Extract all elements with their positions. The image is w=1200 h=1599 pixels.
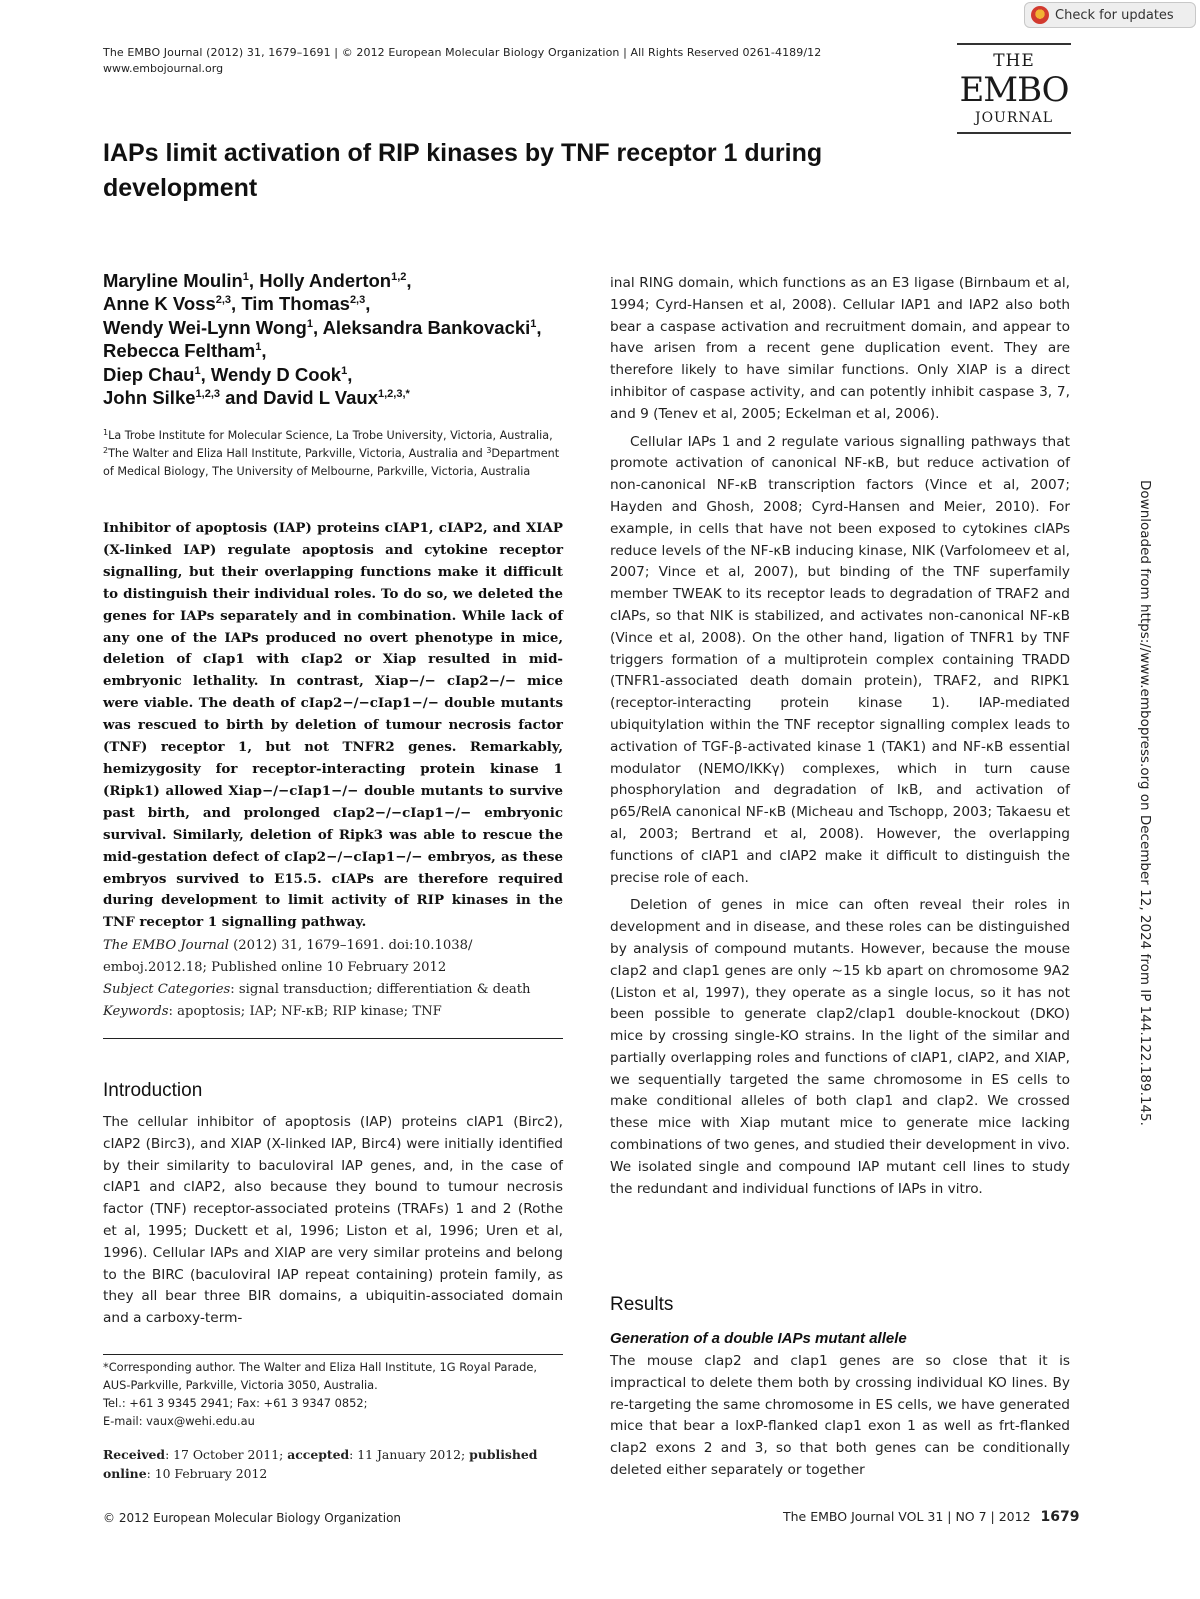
author-separator: , bbox=[312, 316, 323, 338]
received-date: : 17 October 2011; bbox=[165, 1447, 288, 1462]
body-paragraph: inal RING domain, which functions as an E3 ligase (Birnbaum et al, 1994; Cyrd-Hansen et al, 2008). Cellular IAP1 and IAP2 also both bear a caspase activation and recruitment domain, and appear to have arisen from a recent gene duplication event. They are therefore likely to have similar functions. Only XIAP is a direct inhibitor of caspase activity, and can potently inhibit caspase 3, 7, and 9 (Tenev et al, 2005; Eckelman et al, 2006). bbox=[610, 275, 1070, 422]
logo-embo: EMBO bbox=[959, 70, 1069, 110]
footer-volume: The EMBO Journal VOL 31 | NO 7 | 2012 bbox=[783, 1509, 1031, 1524]
corresponding-author: *Corresponding author. The Walter and Eliza Hall Institute, 1G Royal Parade, AUS-Parkville, Parkville, Victoria 3050, Australia. bbox=[103, 1360, 537, 1392]
affiliation-sup: 2 bbox=[103, 446, 109, 455]
author: Wendy D Cook bbox=[210, 363, 342, 385]
embo-journal-logo bbox=[957, 43, 1071, 137]
affiliations bbox=[103, 427, 563, 481]
author-affiliation-sup: 1 bbox=[341, 364, 348, 377]
subject-categories: : signal transduction; differentiation & death bbox=[230, 982, 531, 997]
author-list bbox=[103, 269, 573, 409]
author-affiliation-sup: 2,3 bbox=[349, 294, 366, 307]
published-date: : 10 February 2012 bbox=[146, 1466, 268, 1481]
author-separator: , bbox=[536, 316, 542, 338]
author: David L Vaux bbox=[263, 387, 378, 409]
check-for-updates-label: Check for updates bbox=[1055, 7, 1174, 23]
author-separator: , bbox=[261, 340, 267, 362]
keywords: : apoptosis; IAP; NF-κB; RIP kinase; TNF bbox=[168, 1004, 442, 1019]
author: John Silke bbox=[103, 387, 196, 409]
page-number: 1679 bbox=[1040, 1509, 1080, 1525]
footer-journal-info bbox=[783, 1509, 1080, 1525]
affiliation-2: The Walter and Eliza Hall Institute, Parkville, Victoria, Australia and bbox=[108, 447, 487, 460]
author-affiliation-sup: 1 bbox=[194, 364, 201, 377]
results-text bbox=[610, 1351, 1070, 1482]
published-label: published online bbox=[103, 1447, 538, 1481]
introduction-heading: Introduction bbox=[103, 1080, 203, 1101]
abstract-divider bbox=[103, 1038, 563, 1039]
author-separator: , bbox=[365, 293, 371, 315]
subject-categories-label: Subject Categories bbox=[103, 982, 231, 997]
author-separator: , bbox=[200, 363, 211, 385]
author-affiliation-sup: 1 bbox=[306, 317, 313, 330]
affiliation-sup: 3 bbox=[486, 446, 492, 455]
journal-citation-header: The EMBO Journal (2012) 31, 1679–1691 | © 2012 European Molecular Biology Organization | All Rights Reserved 0261-4189/12 bbox=[103, 46, 822, 59]
author-affiliation-sup: 2,3 bbox=[215, 294, 232, 307]
author-separator: and bbox=[220, 387, 264, 409]
author: Holly Anderton bbox=[259, 270, 392, 291]
crossmark-icon bbox=[1031, 6, 1049, 24]
author-affiliation-sup: 1,2,3 bbox=[195, 388, 220, 401]
introduction-paragraph: The cellular inhibitor of apoptosis (IAP) proteins cIAP1 (Birc2), cIAP2 (Birc3), and XIAP (X-linked IAP, Birc4) were initially identified by their similarity to baculoviral IAP genes, and, in the case of cIAP1 and cIAP2, also because they bound to tumour necrosis factor (TNF) receptor-associated proteins (TRAFs) 1 and 2 (Rothe et al, 1995; Duckett et al, 1996; Liston et al, 1996; Uren et al, 1996). Cellular IAPs and XIAP are very similar proteins and belong to the BIRC (baculoviral IAP repeat containing) protein family, as they all bear three BIR domains, a ubiquitin-associated domain and a carboxy-term- bbox=[103, 1114, 563, 1327]
author: Tim Thomas bbox=[241, 293, 350, 315]
body-paragraph: Deletion of genes in mice can often reveal their roles in development and in disease, and these roles can be distinguished by analysis of compound mutants. However, because the mouse cIap2 and cIap1 genes are only ∼15 kb apart on chromosome 9A2 (Liston et al, 1997), they operate as a single locus, so it has not been possible to generate cIap2/cIap1 double-knockout (DKO) mice by crossing single-KO strains. In the light of the similar and partially overlapping roles and functions of cIAP1, cIAP2, and XIAP, we sequentially targeted the same chromosome in ES cells to make conditional alleles of both cIap1 and cIap2. We crossed these mice with Xiap mutant mice to generate mice lacking combinations of two genes, and studied their development in vivo. We isolated single and compound IAP mutant cell lines to study the redundant and individual functions of IAPs in vitro. bbox=[610, 897, 1070, 1197]
author-affiliation-sup: 1 bbox=[255, 341, 262, 354]
author: Maryline Moulin bbox=[103, 270, 243, 291]
author-separator: , bbox=[347, 363, 353, 385]
author: Wendy Wei-Lynn Wong bbox=[103, 316, 307, 338]
affiliation-1: La Trobe Institute for Molecular Science, La Trobe University, Victoria, Australia, bbox=[108, 429, 553, 442]
journal-url[interactable]: www.embojournal.org bbox=[103, 62, 224, 75]
check-for-updates-button[interactable] bbox=[1024, 2, 1196, 28]
author-separator: , bbox=[248, 270, 260, 291]
download-watermark: Downloaded from https://www.embopress.org on December 12, 2024 from IP 144.122.189.145. bbox=[1137, 480, 1153, 1126]
right-column-text bbox=[610, 273, 1070, 1200]
author: Rebecca Feltham bbox=[103, 340, 256, 362]
author-affiliation-sup: 1 bbox=[530, 317, 537, 330]
results-heading: Results bbox=[610, 1294, 674, 1315]
introduction-text bbox=[103, 1112, 563, 1330]
journal-label: The EMBO Journal bbox=[103, 938, 229, 953]
abstract-metadata bbox=[103, 935, 563, 1023]
author: Anne K Voss bbox=[103, 293, 216, 315]
article-title: IAPs limit activation of RIP kinases by TNF receptor 1 during development bbox=[103, 139, 823, 202]
citation-doi: (2012) 31, 1679–1691. doi:10.1038/ emboj.2012.18; Published online 10 February 2012 bbox=[103, 938, 473, 975]
abstract: Inhibitor of apoptosis (IAP) proteins cIAP1, cIAP2, and XIAP (X-linked IAP) regulate apoptosis and cytokine receptor signalling, but their overlapping functions make it difficult to distinguish their individual roles. To do so, we deleted the genes for IAPs separately and in combination. While lack of any one of the IAPs produced no overt phenotype in mice, deletion of cIap1 with cIap2 or Xiap resulted in mid-embryonic lethality. In contrast, Xiap−/− cIap2−/− mice were viable. The death of cIap2−/−cIap1−/− double mutants was rescued to birth by deletion of tumour necrosis factor (TNF) receptor 1, but not TNFR2 genes. Remarkably, hemizygosity for receptor-interacting protein kinase 1 (Ripk1) allowed Xiap−/−cIap1−/− double mutants to survive past birth, and prolonged cIap2−/−cIap1−/− embryonic survival. Similarly, deletion of Ripk3 was able to rescue the mid-gestation defect of cIap2−/−cIap1−/− embryos, as these embryos survived to E15.5. cIAPs are therefore required during development to limit activity of RIP kinases in the TNF receptor 1 signalling pathway. bbox=[103, 520, 563, 931]
footer-copyright: © 2012 European Molecular Biology Organization bbox=[103, 1511, 402, 1525]
author-separator: , bbox=[406, 270, 412, 291]
body-paragraph: Cellular IAPs 1 and 2 regulate various signalling pathways that promote activation of canonical NF-κB, but reduce activation of non-canonical NF-κB transcription factors (Vince et al, 2007; Hayden and Ghosh, 2008; Cyrd-Hansen and Meier, 2010). For example, in cells that have not been exposed to cytokines cIAPs reduce levels of the NF-κB inducing kinase, NIK (Varfolomeev et al, 2007; Vince et al, 2007), but binding of the TNF superfamily member TWEAK to its receptor leads to degradation of TRAF2 and cIAPs, so that NIK is stabilized, and activates non-canonical NF-κB (Vince et al, 2008). On the other hand, ligation of TNFR1 by TNF triggers formation of a multiprotein complex containing TRADD (TNFR1-associated death domain protein), TRAF2, and RIPK1 (receptor-interacting protein kinase 1). IAP-mediated ubiquitylation within the TNF receptor signalling complex leads to activation of TGF-β-activated kinase 1 (TAK1) and NF-κB essential modulator (NEMO/IKKγ) complexes, which in turn cause phosphorylation and degradation of IκB, and activation of p65/RelA canonical NF-κB (Micheau and Tschopp, 2003; Takaesu et al, 2003; Bertrand et al, 2008). However, the overlapping functions of cIAP1 and cIAP2 make it difficult to distinguish the precise role of each. bbox=[610, 433, 1070, 886]
accepted-label: accepted bbox=[287, 1447, 350, 1462]
logo-rule-top bbox=[957, 43, 1071, 45]
contact-email[interactable]: E-mail: vaux@wehi.edu.au bbox=[103, 1414, 255, 1428]
logo-journal: JOURNAL bbox=[974, 110, 1054, 126]
author: Diep Chau bbox=[103, 363, 195, 385]
keywords-label: Keywords bbox=[103, 1004, 169, 1019]
author-affiliation-sup: 1,2,3,* bbox=[378, 388, 410, 401]
author-separator: , bbox=[231, 293, 242, 315]
received-label: Received bbox=[103, 1447, 166, 1462]
author: Aleksandra Bankovacki bbox=[322, 316, 531, 338]
received-dates bbox=[103, 1445, 563, 1483]
footnote-divider bbox=[103, 1354, 563, 1355]
logo-the: THE bbox=[993, 51, 1035, 71]
logo-rule-bottom bbox=[957, 132, 1071, 134]
subsection-heading: Generation of a double IAPs mutant allele bbox=[610, 1330, 907, 1347]
results-paragraph: The mouse cIap2 and cIap1 genes are so close that it is impractical to delete them both by crossing individual KO lines. By re-targeting the same chromosome in ES cells, we have generated mice that bear a loxP-flanked cIap1 exon 1 as well as frt-flanked cIap2 exons 2 and 3, so that both genes can be conditionally deleted either separately or together bbox=[610, 1353, 1070, 1478]
author-affiliation-sup: 1,2 bbox=[391, 271, 407, 283]
affiliation-sup: 1 bbox=[103, 428, 109, 437]
author-affiliation-sup: 1 bbox=[242, 271, 249, 283]
correspondence-footnote bbox=[103, 1358, 563, 1430]
contact-phone-fax: Tel.: +61 3 9345 2941; Fax: +61 3 9347 0852; bbox=[103, 1396, 368, 1410]
affiliation-3: Department of Medical Biology, The University of Melbourne, Parkville, Victoria, Australia bbox=[103, 447, 560, 478]
accepted-date: : 11 January 2012; bbox=[349, 1447, 470, 1462]
